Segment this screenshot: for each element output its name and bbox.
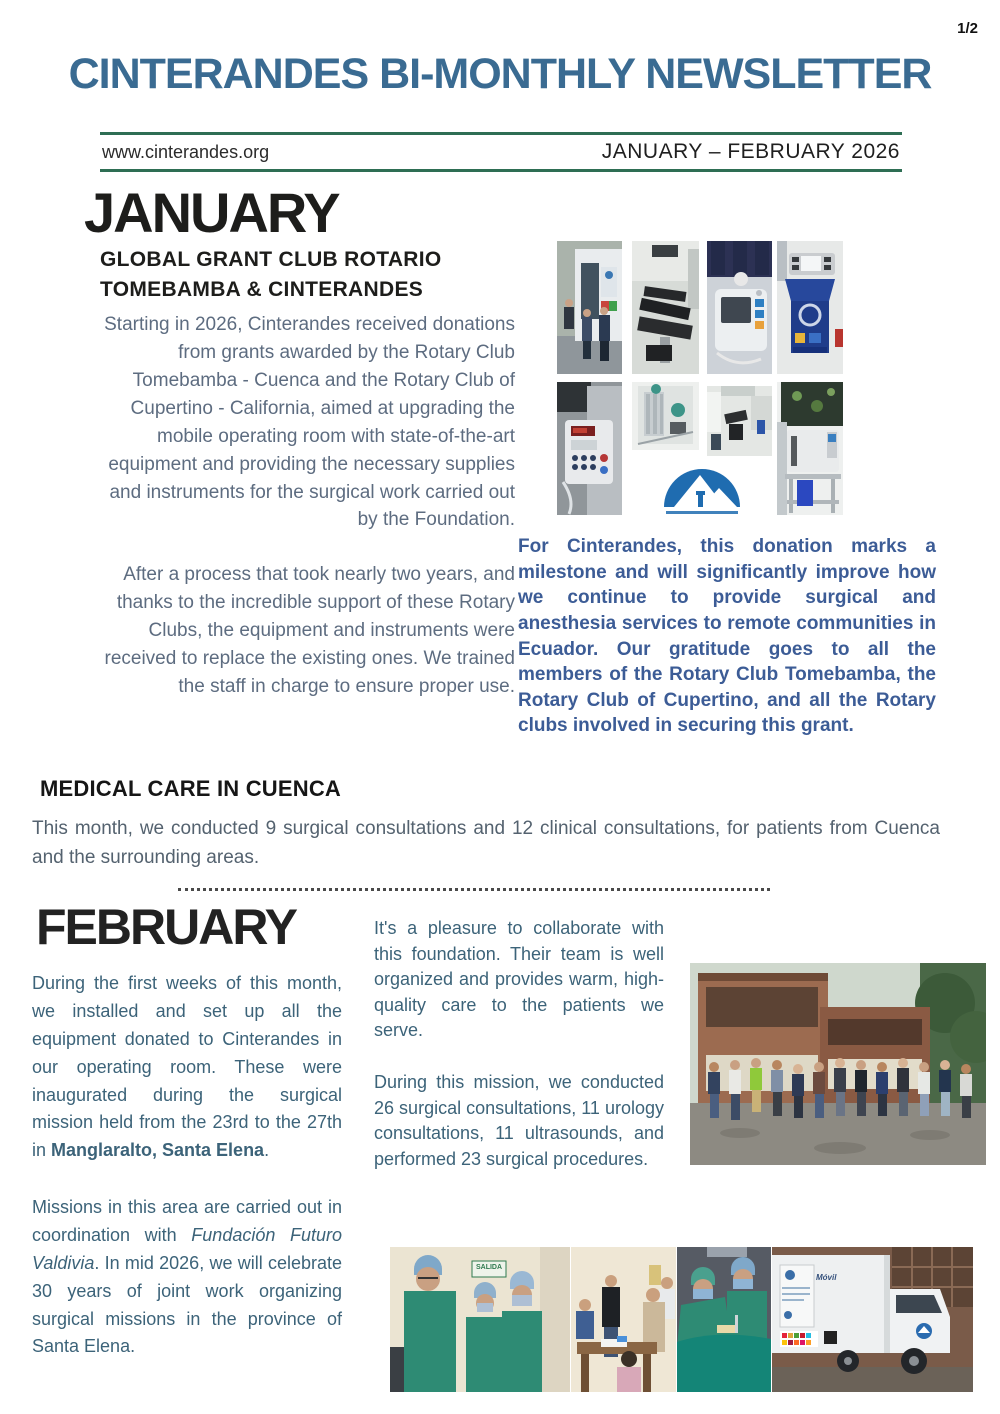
february-paragraph-1-text: During the first weeks of this month, we installed and set up all the equipment donated to Cinterandes in our operating room. These were inaugurated during the surgical mission held from the 23rd to the 27th in (32, 973, 342, 1161)
photo-mobile-or-interior (707, 386, 772, 456)
cinterandes-logo-icon (660, 461, 744, 519)
equipment-photo-collage (557, 241, 845, 521)
photo-operating-table (632, 241, 699, 374)
mountain-logo-icon (660, 461, 744, 519)
photo-surgical-team-scrubs (390, 1247, 570, 1392)
photo-mobile-or-truck (772, 1247, 973, 1392)
february-heading: FEBRUARY (36, 899, 296, 955)
website-url: www.cinterandes.org (102, 141, 270, 162)
photo-mission-team-group (690, 963, 986, 1165)
january-highlight-paragraph: For Cinterandes, this donation marks a milestone and will significantly improve how we continue to provide surgical and anesthesia services to remote communities in Ecuador. Our gratitude goes to all the members of the Rotary Club Tomebamba, the Rotary Club of Cupertino, and all the Rotary clubs involved in securing this grant. (518, 536, 936, 737)
or-interior-illustration (707, 386, 772, 456)
photo-surgery-in-progress (677, 1247, 771, 1392)
february-paragraph-3: It's a pleasure to collaborate with this foundation. Their team is well organized and provides warm, high-quality care to the patients we serve. (374, 918, 664, 1041)
truck-illustration (772, 1247, 973, 1392)
issue-date: JANUARY – FEBRUARY 2026 (601, 140, 900, 163)
autoclave-illustration (777, 382, 843, 515)
february-paragraph-1 (32, 970, 342, 1165)
esu-cart-illustration (777, 241, 843, 374)
group-photo-illustration (690, 963, 986, 1165)
photo-electrosurgical-unit-cart (777, 241, 843, 374)
dotted-divider (178, 880, 770, 891)
february-paragraph-2-text: Missions in this area are carried out in coordination with (32, 1197, 342, 1245)
page-number: 1/2 (957, 20, 978, 37)
february-paragraph-2 (32, 1194, 342, 1361)
operating-table-illustration (632, 241, 699, 374)
defibrillator-illustration (707, 241, 772, 374)
february-paragraph-1-bold: Manglaralto, Santa Elena (51, 1140, 265, 1161)
february-paragraph-2-end: . In mid 2026, we will celebrate 30 years of joint work organizing surgical missions in the province of Santa Elena. (32, 1252, 342, 1357)
february-paragraph-2-italic: Fundación Futuro Valdivia (32, 1224, 342, 1273)
medical-care-paragraph: This month, we conducted 9 surgical consultations and 12 clinical consultations, for patients from Cuenca and the surrounding areas. (32, 818, 940, 869)
january-subheading-line1: GLOBAL GRANT CLUB ROTARIO (100, 248, 442, 271)
photo-defibrillator (707, 241, 772, 374)
infusion-pump-illustration (557, 382, 622, 515)
team-truck-illustration (557, 241, 622, 374)
photo-anesthesia-cabinet (632, 382, 699, 450)
january-paragraph-1: Starting in 2026, Cinterandes received donations from grants awarded by the Rotary Club Tomebamba - Cuenca and the Rotary Club of Cupertino - California, aimed at upgrading the mobile operating room with state-of-the-art equipment and providing the necessary supplies and instruments for the surgical work carried out by the Foundation. (104, 314, 515, 531)
january-subheading (100, 245, 442, 305)
masthead-bar (100, 132, 902, 172)
truck-movil-text: Móvil (816, 1273, 837, 1282)
newsletter-title: CINTERANDES BI-MONTHLY NEWSLETTER (68, 50, 932, 98)
salida-sign: SALIDA (475, 1264, 503, 1271)
scrub-team-illustration (390, 1247, 570, 1392)
photo-patient-consultation (571, 1247, 676, 1392)
january-paragraph-2: After a process that took nearly two years, and thanks to the incredible support of these Rotary Clubs, the equipment and instruments were received to replace the existing ones. We trained the staff in charge to ensure proper use. (104, 564, 515, 697)
anesthesia-cabinet-illustration (632, 382, 699, 450)
february-paragraph-1-end: . (264, 1140, 270, 1161)
photo-autoclave (777, 382, 843, 515)
medical-care-heading: MEDICAL CARE IN CUENCA (40, 776, 342, 801)
january-subheading-line2: TOMEBAMBA & CINTERANDES (100, 278, 424, 301)
photo-infusion-pump (557, 382, 622, 515)
consultation-illustration (571, 1247, 676, 1392)
photo-team-at-mobile-clinic (557, 241, 622, 374)
january-heading: JANUARY (84, 181, 339, 244)
february-paragraph-4: During this mission, we conducted 26 surgical consultations, 11 urology consultations, 11 ultrasounds, and performed 23 surgical procedures. (374, 1072, 664, 1169)
surgery-illustration (677, 1247, 771, 1392)
